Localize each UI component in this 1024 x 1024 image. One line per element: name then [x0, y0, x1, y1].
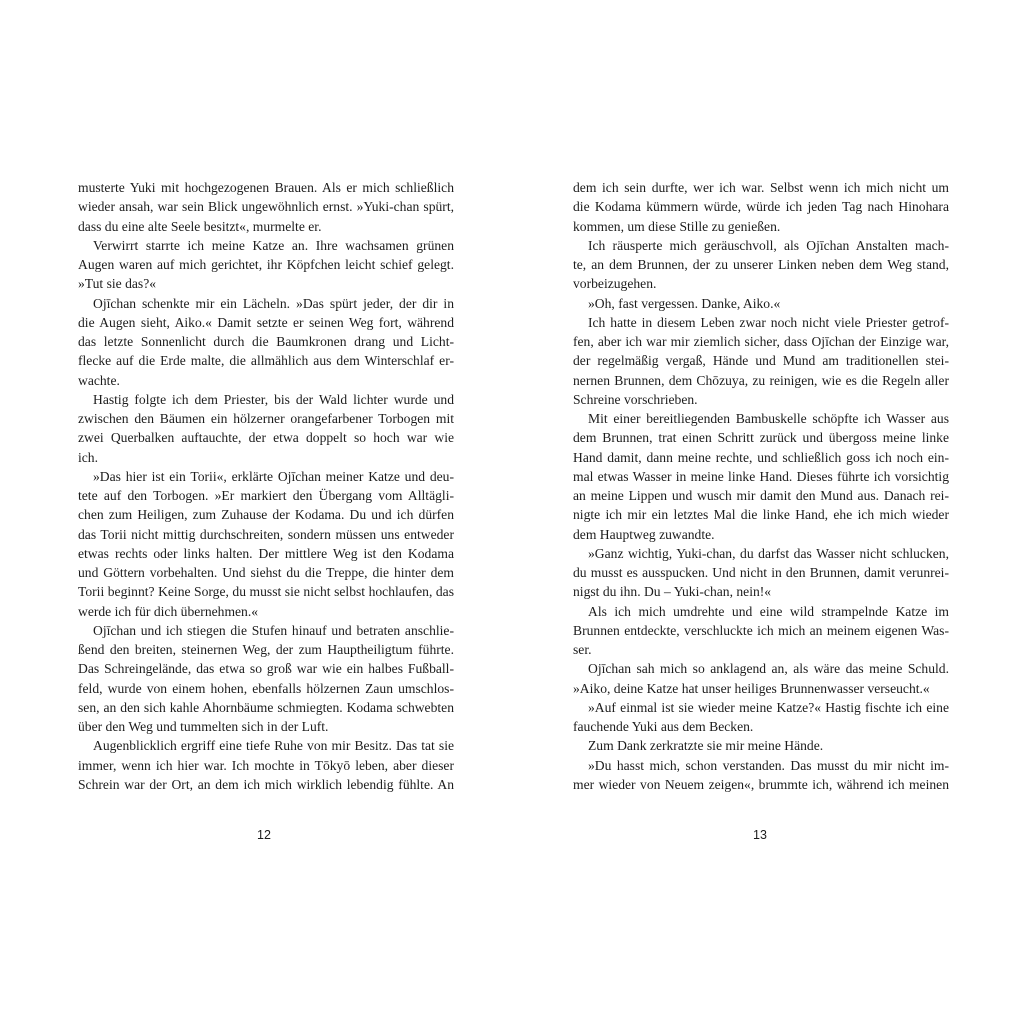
text-line: Mit einer bereitliegenden Bambuskelle schöpfte ich Wasser aus [588, 411, 949, 426]
text-line: ich. [78, 449, 99, 465]
text-line: »Du hasst mich, schon verstanden. Das musst du mir nicht im- [588, 757, 949, 773]
text-line: chen zum Heiligen, zum Zuhause der Kodama. Du und ich dürfen [78, 507, 454, 523]
text-line: sen, an den sich kahle Ahornbäume schmiegten. Kodama schwebten [78, 699, 454, 715]
text-line: feld, wurde von einem hohen, ebenfalls hölzernen Zaun umschlos- [78, 680, 454, 696]
text-line: »Auf einmal ist sie wieder meine Katze?« Hastig fischte ich eine [588, 699, 949, 715]
text-line: fen, aber ich war mir ziemlich sicher, dass Ojīchan der Einzige war, [573, 334, 949, 349]
text-line: fauchende Yuki aus dem Becken. [573, 719, 754, 734]
text-line: Augenblicklich ergriff eine tiefe Ruhe von mir Besitz. Das tat sie [93, 738, 454, 754]
page-number-left: 12 [257, 828, 271, 842]
text-line: Hastig folgte ich dem Priester, bis der Wald lichter wurde und [93, 391, 454, 407]
text-line: Ich räusperte mich geräuschvoll, als Ojīchan Anstalten mach- [588, 237, 949, 253]
text-line: der regelmäßig vergaß, Hände und Mund am traditionellen stei- [573, 353, 949, 369]
text-line: über den Weg und tummelten sich in der Luft. [78, 719, 329, 734]
text-line: Als ich mich umdrehte und eine wild strampelnde Katze im [588, 603, 949, 619]
text-line: musterte Yuki mit hochgezogenen Brauen. Als er mich schließlich [78, 180, 454, 195]
text-line: Hand damit, dann meine rechte, und schließlich goss ich noch ein- [573, 449, 949, 465]
text-line: Zum Dank zerkratzte sie mir meine Hände. [588, 738, 824, 754]
text-line: ßend den breiten, steinernen Weg, der zum Hauptheiligtum führte. [78, 642, 454, 657]
text-line: du musst es ausspucken. Und nicht in den Brunnen, damit verunrei- [573, 565, 949, 580]
text-line: vorbeizugehen. [573, 276, 657, 292]
left-page-text [78, 178, 454, 794]
text-line: die Augen sieht, Aiko.« Damit setzte er seinen Weg fort, während [78, 314, 454, 330]
text-line: und Göttern vorbehalten. Und siehst du die Treppe, die hinter dem [78, 565, 454, 580]
text-line: dem Brunnen, trat einen Schritt zurück und übergoss meine linke [573, 430, 949, 446]
text-line: werde ich für dich übernehmen.« [78, 603, 259, 619]
text-line: kommen, um diese Stille zu genießen. [573, 218, 781, 234]
text-line: »Oh, fast vergessen. Danke, Aiko.« [588, 295, 781, 311]
text-line: dem ich sein durfte, wer ich war. Selbst wenn ich mich nicht um [573, 180, 949, 195]
text-line: Schrein war der Ort, an dem ich mich wirklich lebendig fühlte. An [78, 776, 454, 792]
text-line: dass du eine alte Seele besitzt«, murmelte er. [78, 218, 322, 234]
text-line: nigte ich mir ein letztes Mal die linke Hand, ehe ich mich wieder [573, 507, 949, 523]
text-line: an meine Lippen und wusch mir damit den Mund aus. Danach rei- [573, 488, 949, 503]
text-line: Das Schreingelände, das etwa so groß war wie ein halbes Fußball- [78, 661, 454, 677]
text-line: »Aiko, deine Katze hat unser heiliges Brunnenwasser verseucht.« [573, 680, 930, 696]
text-line: immer, wenn ich hier war. Ich mochte in Tōkyō leben, aber dieser [78, 757, 454, 773]
text-line: mer wieder von Neuem zeigen«, brummte ich, während ich meinen [573, 776, 949, 792]
text-line: Ich hatte in diesem Leben zwar noch nicht viele Priester getrof- [588, 314, 949, 330]
text-line: etwas rechts oder links halten. Der mittlere Weg ist den Kodama [78, 545, 454, 561]
text-line: tete auf den Torbogen. »Er markiert den Übergang vom Alltägli- [78, 488, 454, 503]
text-line: wachte. [78, 372, 120, 388]
text-line: flecke auf die Erde malte, die allmählich aus dem Winterschlaf er- [78, 353, 454, 369]
text-line: Ojīchan sah mich so anklagend an, als wäre das meine Schuld. [588, 661, 949, 677]
text-line: Brunnen entdeckte, verschluckte ich mich an meinem eigenen Was- [573, 622, 949, 638]
text-line: Schreine vorschrieben. [573, 391, 698, 407]
page-number-right: 13 [753, 828, 767, 842]
text-line: das letzte Sonnenlicht durch die Baumkronen drang und Licht- [78, 334, 454, 349]
text-line: »Ganz wichtig, Yuki-chan, du darfst das Wasser nicht schlucken, [588, 545, 949, 561]
text-line: mal etwas Wasser in meine linke Hand. Dieses führte ich vorsichtig [573, 468, 949, 484]
text-line: Ojīchan und ich stiegen die Stufen hinauf und betraten anschlie- [93, 622, 454, 638]
text-line: nernen Brunnen, dem Chōzuya, zu reinigen, wie es die Regeln aller [573, 372, 949, 388]
text-line: das Torii nicht mittig durchschreiten, sondern müssen uns entweder [78, 526, 454, 542]
text-line: ser. [573, 642, 592, 657]
text-line: te, an dem Brunnen, der zu unserer Linken neben dem Weg stand, [573, 257, 949, 272]
text-line: »Das hier ist ein Torii«, erklärte Ojīchan meiner Katze und deu- [93, 468, 454, 484]
text-line: nigst du ihn. Du – Yuki-chan, nein!« [573, 584, 772, 600]
text-line: »Tut sie das?« [78, 276, 157, 292]
text-line: Torii beginnt? Keine Sorge, du musst sie nicht selbst hochlaufen, das [78, 584, 454, 600]
right-page-text [573, 178, 949, 794]
text-line: dem Hauptweg zuwandte. [573, 526, 715, 542]
text-line: die Kodama kümmern würde, würde ich jeden Tag nach Hinohara [573, 199, 949, 215]
text-line: zwischen den Bäumen ein hölzerner orangefarbener Torbogen mit [78, 411, 454, 426]
text-line: Ojīchan schenkte mir ein Lächeln. »Das spürt jeder, der dir in [93, 295, 454, 311]
text-line: Augen waren auf mich gerichtet, ihr Köpfchen leicht schief gelegt. [78, 257, 454, 272]
text-line: Verwirrt starrte ich meine Katze an. Ihre wachsamen grünen [93, 237, 454, 253]
text-line: zwei Querbalken auftauchte, der etwa doppelt so hoch war wie [78, 430, 454, 446]
text-line: wieder ansah, war sein Blick ungewöhnlich ernst. »Yuki-chan spürt, [78, 199, 454, 215]
